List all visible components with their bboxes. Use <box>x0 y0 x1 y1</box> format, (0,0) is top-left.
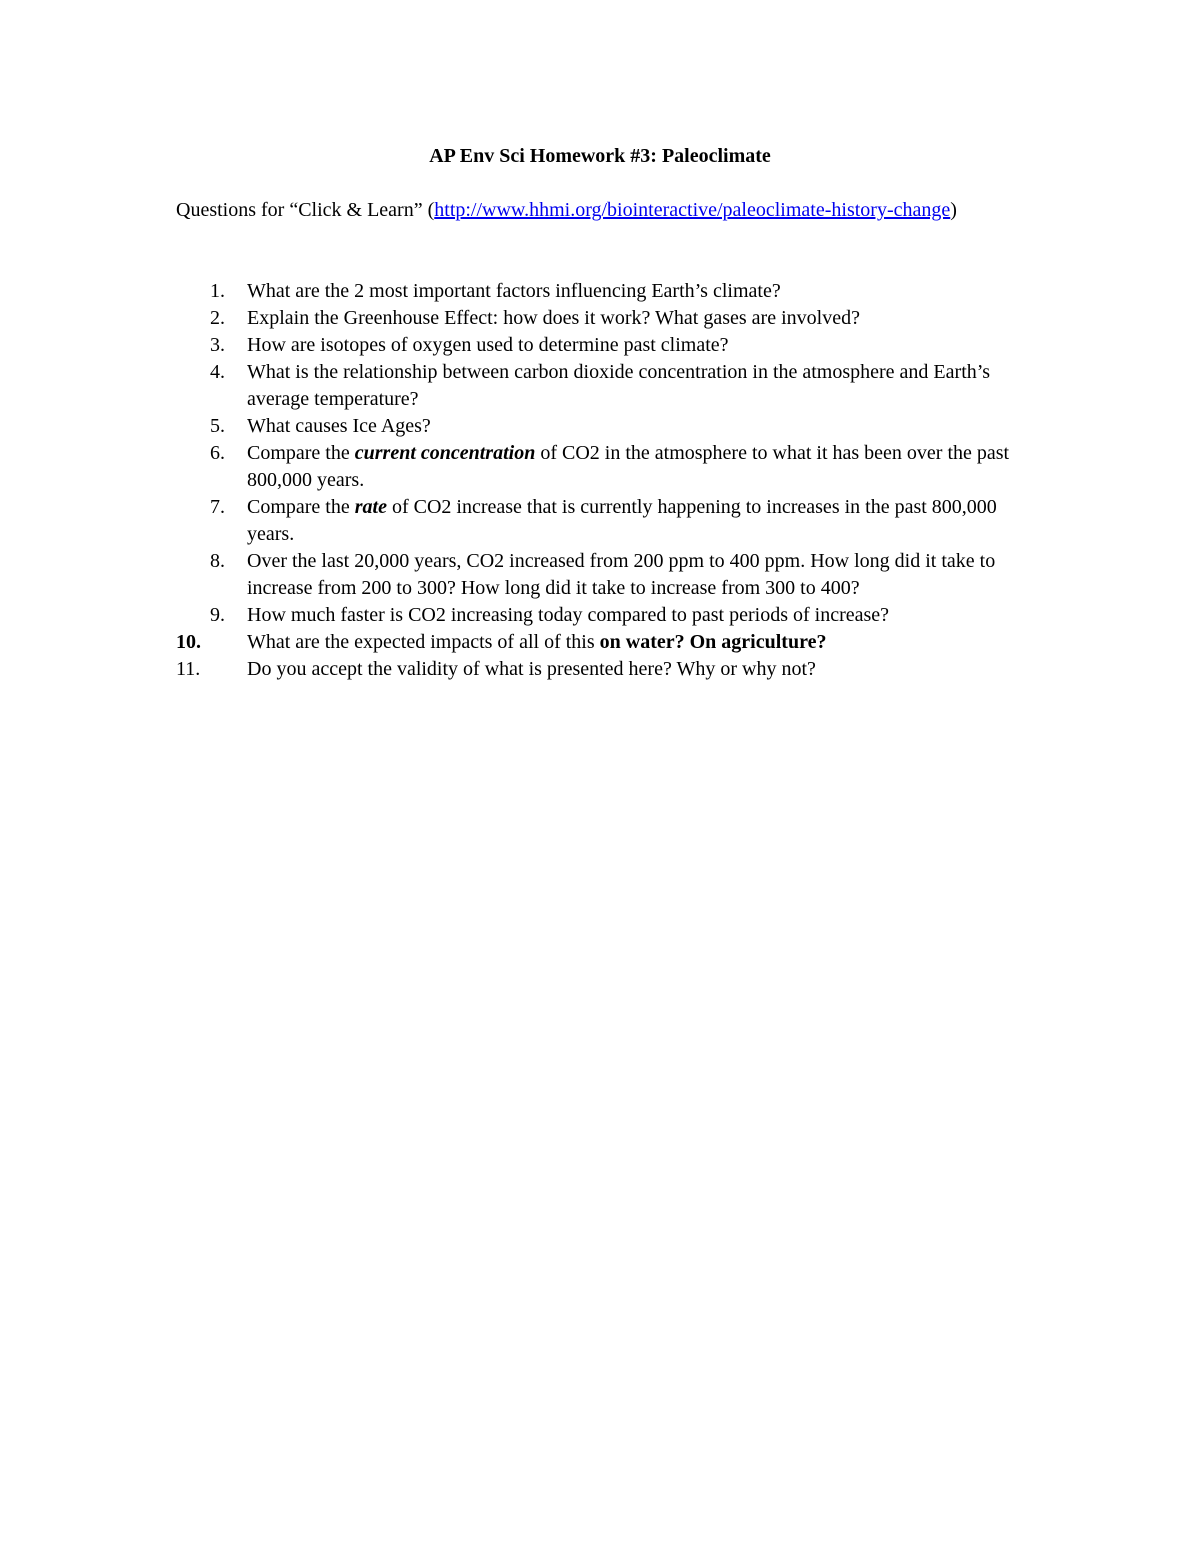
list-item <box>176 602 1036 629</box>
document-title: AP Env Sci Homework #3: Paleoclimate <box>429 145 771 167</box>
question-emphasis: current concentration <box>354 442 536 464</box>
list-item <box>176 629 1036 656</box>
list-item <box>176 359 1036 413</box>
question-number: 7. <box>210 496 225 518</box>
question-text-before: Compare the <box>247 442 355 464</box>
question-number: 6. <box>210 442 225 464</box>
question-text: What is the relationship between carbon dioxide concentration in the atmosphere and Earth’s average temperature? <box>247 361 991 410</box>
intro-paragraph <box>176 197 1036 224</box>
intro-suffix: ) <box>950 199 957 221</box>
question-number: 11. <box>176 658 201 680</box>
list-item <box>176 332 1036 359</box>
question-list <box>176 278 1036 683</box>
question-text: Over the last 20,000 years, CO2 increased from 200 ppm to 400 ppm. How long did it take to increase from 200 to 300? How long did it take to increase from 300 to 400? <box>247 550 996 599</box>
question-text: What causes Ice Ages? <box>247 415 431 437</box>
list-item <box>176 305 1036 332</box>
list-item <box>176 656 1036 683</box>
question-text: Do you accept the validity of what is presented here? Why or why not? <box>247 658 816 680</box>
question-number: 3. <box>210 334 225 356</box>
question-number: 1. <box>210 280 225 302</box>
list-item <box>176 548 1036 602</box>
question-bold-phrase: on water? On agriculture? <box>599 631 827 653</box>
question-text: Explain the Greenhouse Effect: how does it work? What gases are involved? <box>247 307 860 329</box>
resource-link[interactable]: http://www.hhmi.org/biointeractive/paleoclimate-history-change <box>434 199 951 221</box>
list-item <box>176 413 1036 440</box>
question-text-before: Compare the <box>247 496 355 518</box>
question-number: 10. <box>176 631 201 653</box>
question-text: How are isotopes of oxygen used to determine past climate? <box>247 334 729 356</box>
question-text: What are the 2 most important factors influencing Earth’s climate? <box>247 280 781 302</box>
intro-prefix: Questions for “Click & Learn” ( <box>176 199 435 221</box>
question-number: 2. <box>210 307 225 329</box>
question-number: 9. <box>210 604 225 626</box>
question-number: 5. <box>210 415 225 437</box>
question-text-before: What are the expected impacts of all of this <box>247 631 600 653</box>
list-item <box>176 440 1036 494</box>
question-text-after: of CO2 in the atmosphere to what it has been over the past 800,000 years. <box>247 442 1010 491</box>
question-text-after: of CO2 increase that is currently happening to increases in the past 800,000 years. <box>247 496 997 545</box>
question-text: How much faster is CO2 increasing today compared to past periods of increase? <box>247 604 890 626</box>
question-number: 4. <box>210 361 225 383</box>
question-number: 8. <box>210 550 225 572</box>
question-emphasis: rate <box>354 496 387 518</box>
list-item <box>176 278 1036 305</box>
list-item <box>176 494 1036 548</box>
